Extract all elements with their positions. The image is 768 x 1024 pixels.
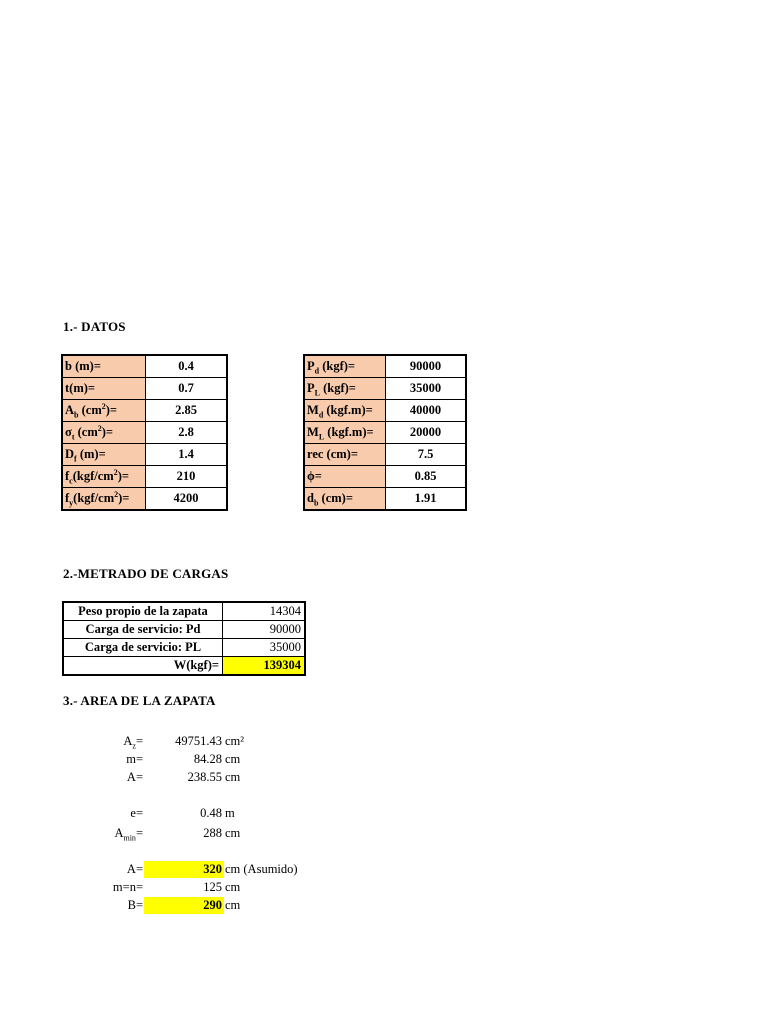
pl-label: $P_L$ (kgf)= [304,378,386,400]
az-label: $A_z=$ [123,734,143,751]
table-row [63,621,305,639]
ml-label: $M_L$ (kgf.m)= [304,422,386,444]
table-row [62,488,227,511]
ab-label: $A_b$ $(cm^2)=$ [62,400,146,422]
phi-value: 0.85 [386,466,467,488]
fc-label: $f_c(kgf/cm^2)=$ [62,466,146,488]
loads-table [62,601,306,676]
mn-label: m=n= [112,880,143,894]
total-load-label: W(kgf)= [63,657,223,676]
datos-left-table [61,354,228,511]
a-assumed-value: 320 [203,862,222,876]
df-label: $D_f$ (m)= [62,444,146,466]
table-row [304,378,466,400]
table-row [304,444,466,466]
b-label: b (m)= [62,355,146,378]
load-label: Carga de servicio: PL [63,639,223,657]
table-row [304,355,466,378]
load-value: 14304 [223,602,306,621]
mn-unit: cm [225,880,241,894]
datos-right-table [303,354,467,511]
load-value: 35000 [223,639,306,657]
a-value: 238.55 [187,770,222,784]
fy-label: $f_y(kgf/cm^2)=$ [62,488,146,511]
table-row [63,657,305,676]
sigma-value: 2.8 [146,422,228,444]
md-value: 40000 [386,400,467,422]
m-label: m= [126,752,143,766]
rec-value: 7.5 [386,444,467,466]
total-load-value: 139304 [223,657,306,676]
amin-label: $A_{min}=$ [114,826,143,843]
section-datos-heading: 1.- DATOS [63,319,126,334]
table-row [304,422,466,444]
table-row [62,400,227,422]
table-row [62,466,227,488]
fy-value: 4200 [146,488,228,511]
load-label: Carga de servicio: Pd [63,621,223,639]
amin-unit: cm [225,826,241,840]
mn-value: 125 [203,880,222,894]
ab-value: 2.85 [146,400,228,422]
table-row [62,378,227,400]
phi-label: ϕ= [304,466,386,488]
b-width-unit: cm [225,898,241,912]
b-width-label: B= [127,898,143,912]
load-value: 90000 [223,621,306,639]
db-label: $d_b$ (cm)= [304,488,386,511]
amin-value: 288 [203,826,222,840]
pl-value: 35000 [386,378,467,400]
table-row [304,466,466,488]
a-unit: cm [225,770,241,784]
md-label: $M_d$ (kgf.m)= [304,400,386,422]
sigma-label: $\sigma_t$ $(cm^2)=$ [62,422,146,444]
ml-value: 20000 [386,422,467,444]
e-unit: m [225,806,235,820]
b-width-value: 290 [203,898,222,912]
table-row [62,444,227,466]
az-unit: cm² [225,734,245,748]
a-assumed-unit: cm (Asumido) [225,862,298,876]
t-label: t(m)= [62,378,146,400]
e-label: e= [130,806,143,820]
db-value: 1.91 [386,488,467,511]
table-row [62,422,227,444]
table-row [63,602,305,621]
a-label: A= [126,770,143,784]
load-label: Peso propio de la zapata [63,602,223,621]
table-row [62,355,227,378]
pd-value: 90000 [386,355,467,378]
m-unit: cm [225,752,241,766]
fc-value: 210 [146,466,228,488]
df-value: 1.4 [146,444,228,466]
m-value: 84.28 [193,752,222,766]
pd-label: $P_d$ (kgf)= [304,355,386,378]
section-area-heading: 3.- AREA DE LA ZAPATA [63,693,216,708]
table-row [304,400,466,422]
rec-label: rec (cm)= [304,444,386,466]
table-row [304,488,466,511]
e-value: 0.48 [200,806,222,820]
t-value: 0.7 [146,378,228,400]
b-value: 0.4 [146,355,228,378]
section-metrado-heading: 2.-METRADO DE CARGAS [63,566,229,581]
az-value: 49751.43 [175,734,222,748]
table-row [63,639,305,657]
a-assumed-label: A= [126,862,143,876]
